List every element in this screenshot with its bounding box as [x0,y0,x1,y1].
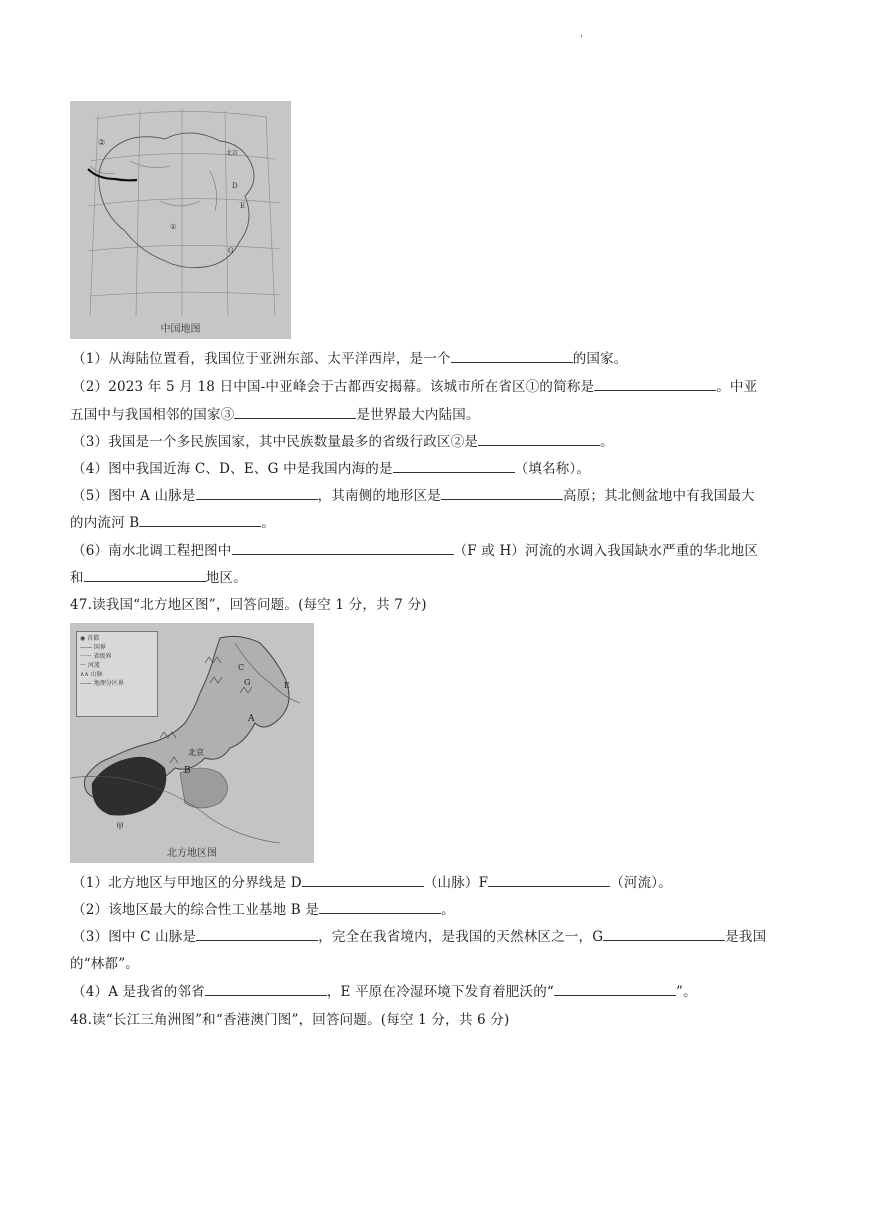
answer-blank[interactable] [594,376,716,391]
north-region-map-image [70,623,314,863]
q46-s3: （3）我国是一个多民族国家，其中民族数量最多的省级行政区②是 。 [72,431,799,453]
china-map-drawing [70,101,291,339]
q46-s2: （2）2023 年 5 月 18 日中国-中亚峰会于古都西安揭幕。该城市所在省区①的简称是 。中亚 [72,376,799,398]
answer-blank[interactable] [302,872,424,887]
answer-blank[interactable] [84,567,206,582]
map2-label-B: B [184,766,191,776]
map1-label-G: G [228,247,234,255]
map1-label-beijing: 北京 [226,150,239,157]
answer-blank[interactable] [234,404,356,419]
q46-s4: （4）图中我国近海 C、D、E、G 中是我国内海的是 （填名称）。 [72,458,799,480]
map2-label-A: A [248,714,255,724]
map2-label-jia: 甲 [116,822,124,831]
q46-s5b: 的内流河 B 。 [70,512,799,534]
q46-s6b: 和 地区。 [70,567,799,589]
map1-label-n1: ① [170,223,177,231]
map2-label-G: G [244,678,251,687]
q47-s3b: 的“林都”。 [70,956,140,972]
answer-blank[interactable] [451,348,573,363]
map1-label-D: D [232,182,238,190]
china-map-caption: 中国地图 [160,324,201,335]
q47-title: 47.读我国“北方地区图”，回答问题。(每空 1 分，共 7 分) [70,597,427,613]
q46-s6: （6）南水北调工程把图中 （F 或 H）河流的水调入我国缺水严重的华北地区 [72,540,799,562]
q47-s1: （1）北方地区与甲地区的分界线是 D （山脉）F （河流）。 [72,872,799,894]
map2-label-E: E [284,681,290,690]
q47-s2: （2）该地区最大的综合性工业基地 B 是 。 [72,899,799,921]
header-mark: ' [580,34,583,45]
answer-blank[interactable] [196,485,318,500]
north-map-legend: ◉ 首都 —— 国界 ······ 省级界 ～ 河流 ∧∧ 山脉 —— 地理分区界 [76,631,158,717]
answer-blank[interactable] [196,926,318,941]
china-map-image [70,101,291,339]
q47-s3: （3）图中 C 山脉是 ，完全在我省境内，是我国的天然林区之一，G 是我国 [72,926,799,948]
answer-blank[interactable] [139,512,261,527]
answer-blank[interactable] [441,485,563,500]
q46-s2b: 五国中与我国相邻的国家③ 是世界最大内陆国。 [70,404,799,426]
map1-label-n2: ② [98,138,106,147]
q47-s4: （4）A 是我省的邻省 ，E 平原在冷湿环境下发育着肥沃的“ ”。 [72,981,799,1003]
q48-title: 48.读“长江三角洲图”和“香港澳门图”，回答问题。(每空 1 分，共 6 分) [70,1012,510,1028]
map2-label-beijing: 北京 [188,748,204,757]
answer-blank[interactable] [205,981,327,996]
answer-blank[interactable] [488,872,610,887]
q46-s1: （1）从海陆位置看，我国位于亚洲东部、太平洋西岸，是一个 的国家。 [72,348,799,370]
answer-blank[interactable] [554,981,676,996]
answer-blank[interactable] [478,431,600,446]
map1-label-E: E [240,202,246,210]
answer-blank[interactable] [393,458,515,473]
map2-label-C: C [238,663,245,672]
answer-blank[interactable] [319,899,441,914]
answer-blank[interactable] [232,540,454,555]
answer-blank[interactable] [603,926,725,941]
north-map-caption: 北方地区图 [167,848,217,859]
q46-s5: （5）图中 A 山脉是 ，其南侧的地形区是 高原；其北侧盆地中有我国最大 [72,485,799,507]
